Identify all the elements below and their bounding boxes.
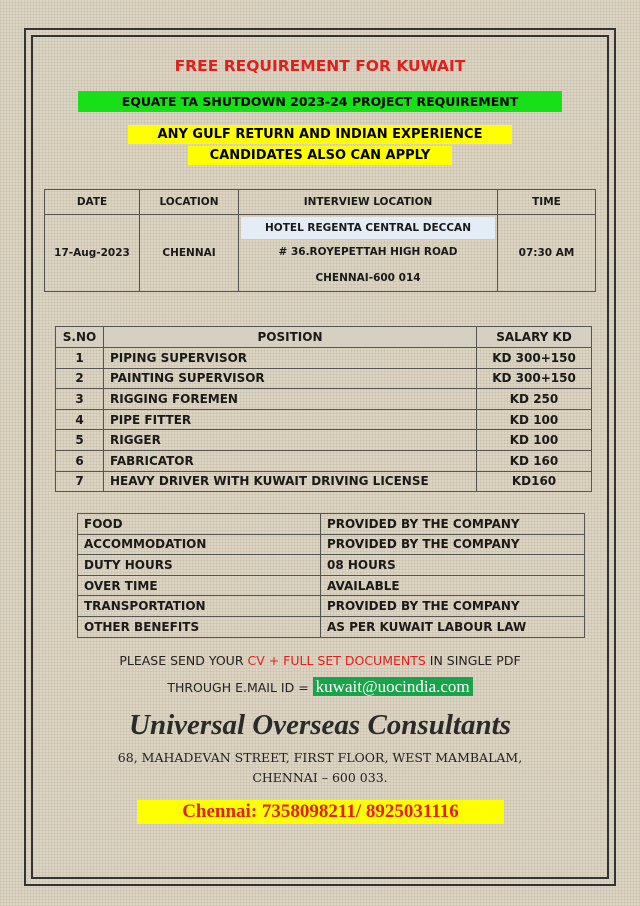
benefit-label: OTHER BENEFITS [78,616,321,637]
send-suffix: IN SINGLE PDF [425,653,521,668]
row-position: PAINTING SUPERVISOR [104,368,477,389]
row-salary: KD160 [477,471,592,492]
row-position: PIPE FITTER [104,409,477,430]
eligibility-line-1: ANY GULF RETURN AND INDIAN EXPERIENCE [128,125,512,144]
row-sno: 2 [56,368,104,389]
hotel-name: HOTEL REGENTA CENTRAL DECCAN [241,217,495,239]
row-sno: 5 [56,430,104,451]
row-salary: KD 250 [477,389,592,410]
row-position: FABRICATOR [104,450,477,471]
benefit-value: 08 HOURS [321,555,585,576]
company-name: Universal Overseas Consultants [129,709,511,741]
benefit-value: PROVIDED BY THE COMPANY [321,514,585,535]
email-line [0,677,640,697]
row-salary: KD 300+150 [477,348,592,369]
table-row [56,409,592,430]
benefit-label: DUTY HOURS [78,555,321,576]
header-time: TIME [498,190,596,215]
row-salary: KD 100 [477,409,592,430]
city-pincode: CHENNAI-600 014 [315,272,421,284]
send-documents: CV + FULL SET DOCUMENTS [247,653,426,668]
benefit-label: FOOD [78,514,321,535]
benefit-value: PROVIDED BY THE COMPANY [321,596,585,617]
header-position: POSITION [104,327,477,348]
table-row [78,575,585,596]
send-instruction [0,653,640,668]
positions-table [55,326,592,492]
row-position: HEAVY DRIVER WITH KUWAIT DRIVING LICENSE [104,471,477,492]
company-address-line-1: 68, MAHADEVAN STREET, FIRST FLOOR, WEST MAMBALAM, [117,750,523,765]
table-row [78,555,585,576]
interview-header-row [45,190,596,215]
header-date: DATE [45,190,140,215]
header-location: LOCATION [140,190,239,215]
row-salary: KD 300+150 [477,368,592,389]
street-address: # 36.ROYEPETTAH HIGH ROAD [278,246,458,258]
row-salary: KD 160 [477,450,592,471]
interview-city: CHENNAI [140,215,239,292]
table-row [78,514,585,535]
row-sno: 4 [56,409,104,430]
row-position: RIGGING FOREMEN [104,389,477,410]
page-title: FREE REQUIREMENT FOR KUWAIT [174,57,466,75]
row-sno: 1 [56,348,104,369]
table-row [56,348,592,369]
row-position: RIGGER [104,430,477,451]
row-sno: 6 [56,450,104,471]
send-prefix: PLEASE SEND YOUR [119,653,248,668]
benefit-value: AVAILABLE [321,575,585,596]
benefits-table [77,513,585,638]
table-row [78,596,585,617]
benefit-label: TRANSPORTATION [78,596,321,617]
row-position: PIPING SUPERVISOR [104,348,477,369]
positions-header-row [56,327,592,348]
table-row [56,471,592,492]
email-label: THROUGH E.MAIL ID = [167,680,313,695]
interview-time: 07:30 AM [498,215,596,292]
company-address-line-2: CHENNAI – 600 033. [252,770,388,785]
header-sno: S.NO [56,327,104,348]
header-interview-location: INTERVIEW LOCATION [239,190,498,215]
benefit-label: ACCOMMODATION [78,534,321,555]
email-link[interactable]: kuwait@uocindia.com [313,677,473,696]
benefit-value: PROVIDED BY THE COMPANY [321,534,585,555]
benefit-value: AS PER KUWAIT LABOUR LAW [321,616,585,637]
row-sno: 3 [56,389,104,410]
interview-row [45,215,596,292]
eligibility-line-2: CANDIDATES ALSO CAN APPLY [188,146,452,165]
interview-date: 17-Aug-2023 [45,215,140,292]
table-row [56,430,592,451]
benefit-label: OVER TIME [78,575,321,596]
interview-table [44,189,596,292]
contact-phone[interactable]: Chennai: 7358098211/ 8925031116 [137,800,504,824]
interview-address [239,215,498,292]
project-subtitle: EQUATE TA SHUTDOWN 2023-24 PROJECT REQUIREMENT [78,91,562,112]
table-row [56,389,592,410]
header-salary: SALARY KD [477,327,592,348]
row-sno: 7 [56,471,104,492]
table-row [56,450,592,471]
table-row [78,616,585,637]
table-row [56,368,592,389]
row-salary: KD 100 [477,430,592,451]
table-row [78,534,585,555]
